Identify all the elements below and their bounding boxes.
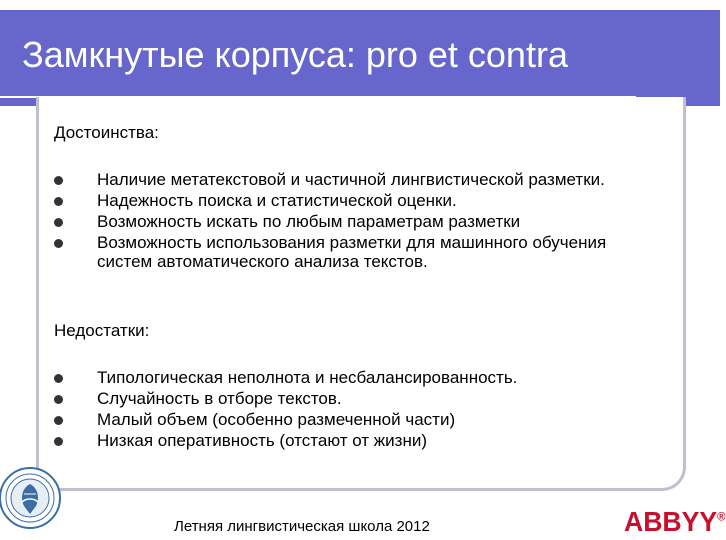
bullet-icon xyxy=(54,395,63,404)
list-item xyxy=(54,170,654,189)
bullet-icon xyxy=(54,239,63,248)
bullet-icon xyxy=(54,437,63,446)
cons-list xyxy=(54,368,654,452)
bullet-icon xyxy=(54,176,63,185)
list-item-text: Возможность искать по любым параметрам разметки xyxy=(97,212,521,231)
bullet-icon xyxy=(54,218,63,227)
abbyy-logo xyxy=(624,506,726,538)
list-item xyxy=(54,233,654,271)
list-item-text: Надежность поиска и статистической оценки. xyxy=(97,191,457,210)
bullet-icon xyxy=(54,197,63,206)
list-item-text: Возможность использования разметки для машинного обучения систем автоматического анализа текстов. xyxy=(97,233,607,271)
slide-title: Замкнутые корпуса: pro et contra xyxy=(22,34,568,75)
pros-list xyxy=(54,170,654,273)
footer-text: Летняя лингвистическая школа 2012 xyxy=(174,518,430,535)
logo-text: ABBYY xyxy=(624,506,718,537)
university-seal-icon xyxy=(0,458,68,536)
list-item xyxy=(54,389,654,408)
registered-mark: ® xyxy=(717,509,726,524)
cons-heading: Недостатки: xyxy=(54,321,150,340)
list-item xyxy=(54,368,654,387)
list-item xyxy=(54,410,654,429)
pros-heading: Достоинства: xyxy=(54,123,159,142)
list-item-text: Случайность в отборе текстов. xyxy=(97,389,342,408)
bullet-icon xyxy=(54,416,63,425)
list-item-text: Малый объем (особенно размеченной части) xyxy=(97,410,456,429)
bullet-icon xyxy=(54,374,63,383)
list-item-text: Низкая оперативность (отстают от жизни) xyxy=(97,431,428,450)
list-item xyxy=(54,191,654,210)
list-item-text: Наличие метатекстовой и частичной лингвистической разметки. xyxy=(97,170,605,189)
list-item-text: Типологическая неполнота и несбалансированность. xyxy=(97,368,518,387)
list-item xyxy=(54,431,654,450)
list-item xyxy=(54,212,654,231)
